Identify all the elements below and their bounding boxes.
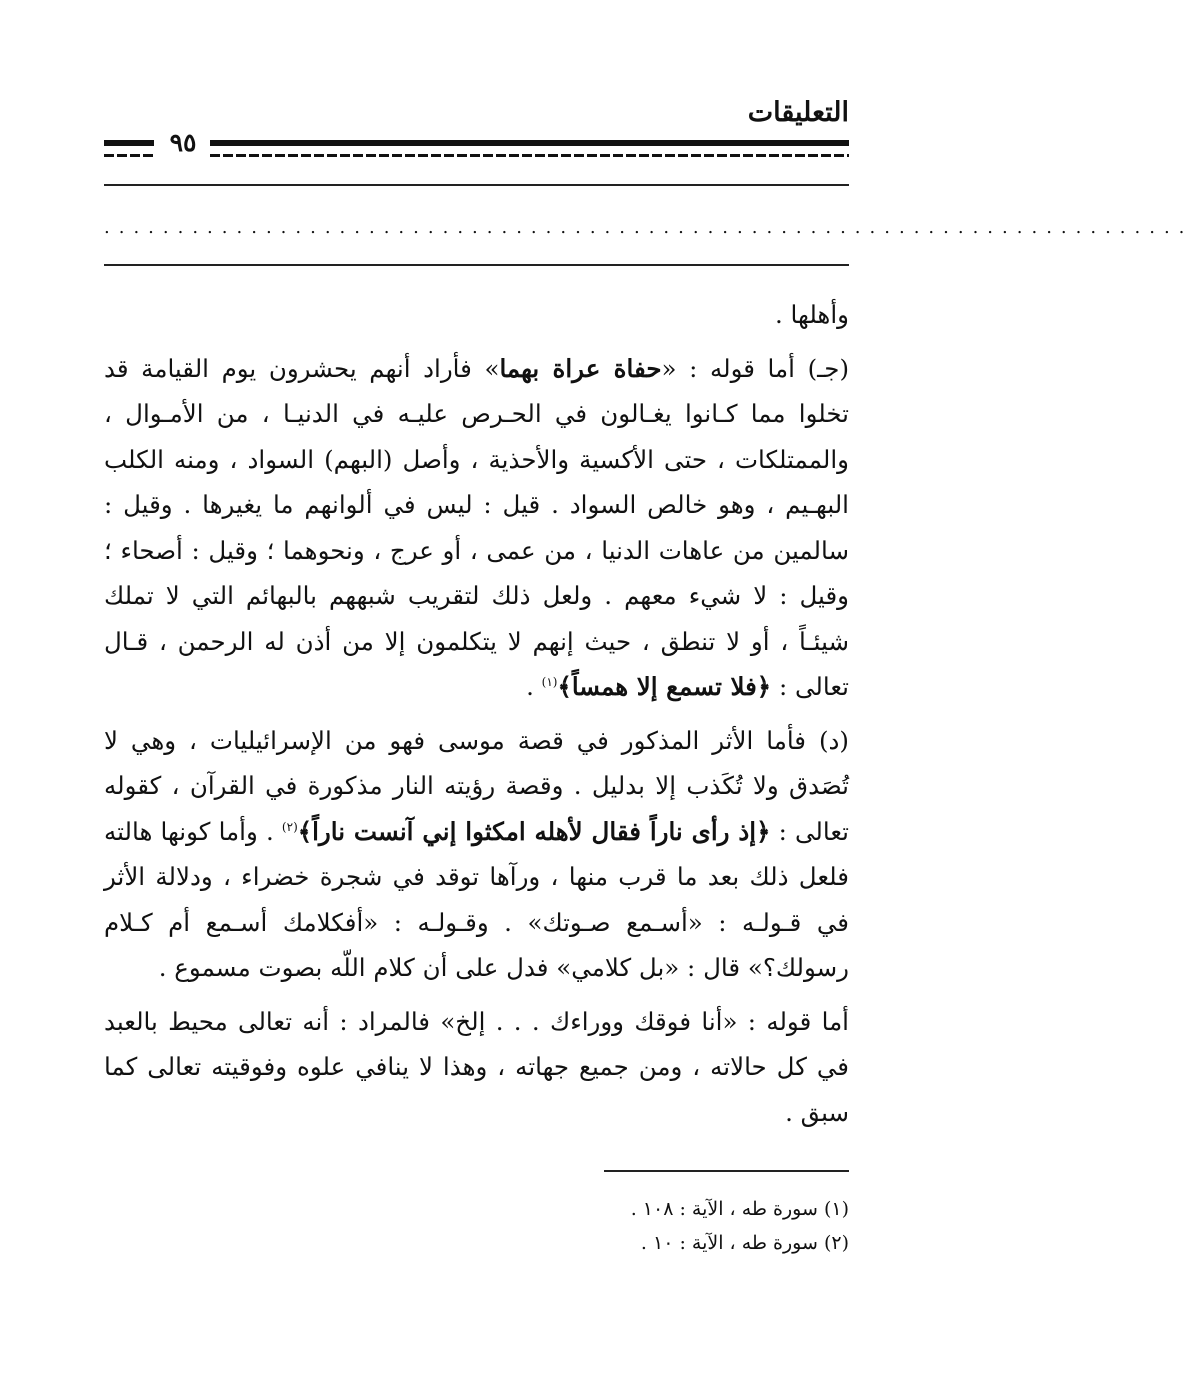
text-run: » فأراد أنهم يحشرون يوم القيامة قد تخلوا مما كـانوا يغـالون في الحـرص عليـه في الدنيـا ، من الأمـوال ، والممتلكات ، حتى الأكسية والأحذية ، وأصل (البهم) السواد ، ومنه الكلب البهـيم ، وهو خالص السواد . قيل : ليس في ألوانهم ما يغيرها . وقيل : سالمين من عاهات الدنيا ، من عمى ، أو عرج ، ونحوهما ؛ وقيل : أصحاء ؛ وقيل : لا شيء معهم . ولعل ذلك لتقريب شبههم بالبهائم التي لا تملك شيئـاً ، أو لا تنطق ، حيث إنهم لا يتكلمون إلا من أذن له الرحمن ، قـال تعالى :: [104, 353, 849, 701]
page-number: ٩٥: [169, 128, 197, 157]
quran-verse: ﴿إذ رأى ناراً فقال لأهله امكثوا إني آنست ناراً﴾: [297, 816, 771, 846]
text-run: (د) فأما الأثر المذكور في قصة موسى فهو من الإسرائيليات ، وهي لا تُصَدق ولا تُكَذب إلا بدليل . وقصة رؤيته النار مذكورة في القرآن ، كقوله تعالى :: [104, 725, 849, 846]
main-text: [104, 292, 849, 1143]
footnote-rule: [604, 1170, 849, 1172]
footnote-ref: (١): [541, 674, 558, 689]
header-rule-left-dashed: [104, 154, 154, 157]
header-rule-dashed: [210, 154, 849, 157]
footnote-ref: (٢): [281, 819, 298, 834]
footnote-item: (٢) سورة طه ، الآية : ١٠ .: [640, 1232, 849, 1254]
text-run: وأهلها .: [774, 300, 849, 329]
footnotes: [449, 1192, 849, 1260]
paragraph-dal: [104, 718, 849, 991]
quran-verse: ﴿فلا تسمع إلا همساً﴾: [557, 672, 772, 701]
running-header-title: التعليقات: [747, 97, 849, 128]
footnote-item: (١) سورة طه ، الآية : ١٠٨ .: [630, 1198, 849, 1220]
ellipsis-separator: ..........................................................................: [104, 217, 1193, 238]
hadith-quote: حفاة عراة بهما: [499, 353, 662, 383]
paragraph-continuation: [104, 292, 849, 338]
header-rule-left: [104, 140, 154, 146]
paragraph-jim: [104, 346, 849, 710]
header-rule: [210, 140, 849, 146]
section-rule-bottom: [104, 264, 849, 266]
text-run: (جـ) أما قوله : «: [661, 353, 850, 383]
section-rule-top: [104, 184, 849, 186]
paragraph-final: [104, 999, 849, 1136]
text-run: أما قوله : «أنا فوقك ووراءك . . . إلخ» فالمراد : أنه تعالى محيط بالعبد في كل حالاته ، ومن جميع جهاته ، وهذا لا ينافي علوه وفوقيته تعالى كما سبق .: [104, 1006, 849, 1127]
text-run: .: [526, 672, 542, 701]
text-run: . وأما كونها هالته فلعل ذلك بعد ما قرب منها ، ورآها توقد في شجرة خضراء ، ودلالة الأثر في قـولـه : «أسـمع صـوتك» . وقـولـه : «أفكلامك أسـمع أم كـلام رسولك؟» قال : «بل كلامي» فدل على أن كلام اللّه بصوت مسموع .: [104, 816, 849, 982]
